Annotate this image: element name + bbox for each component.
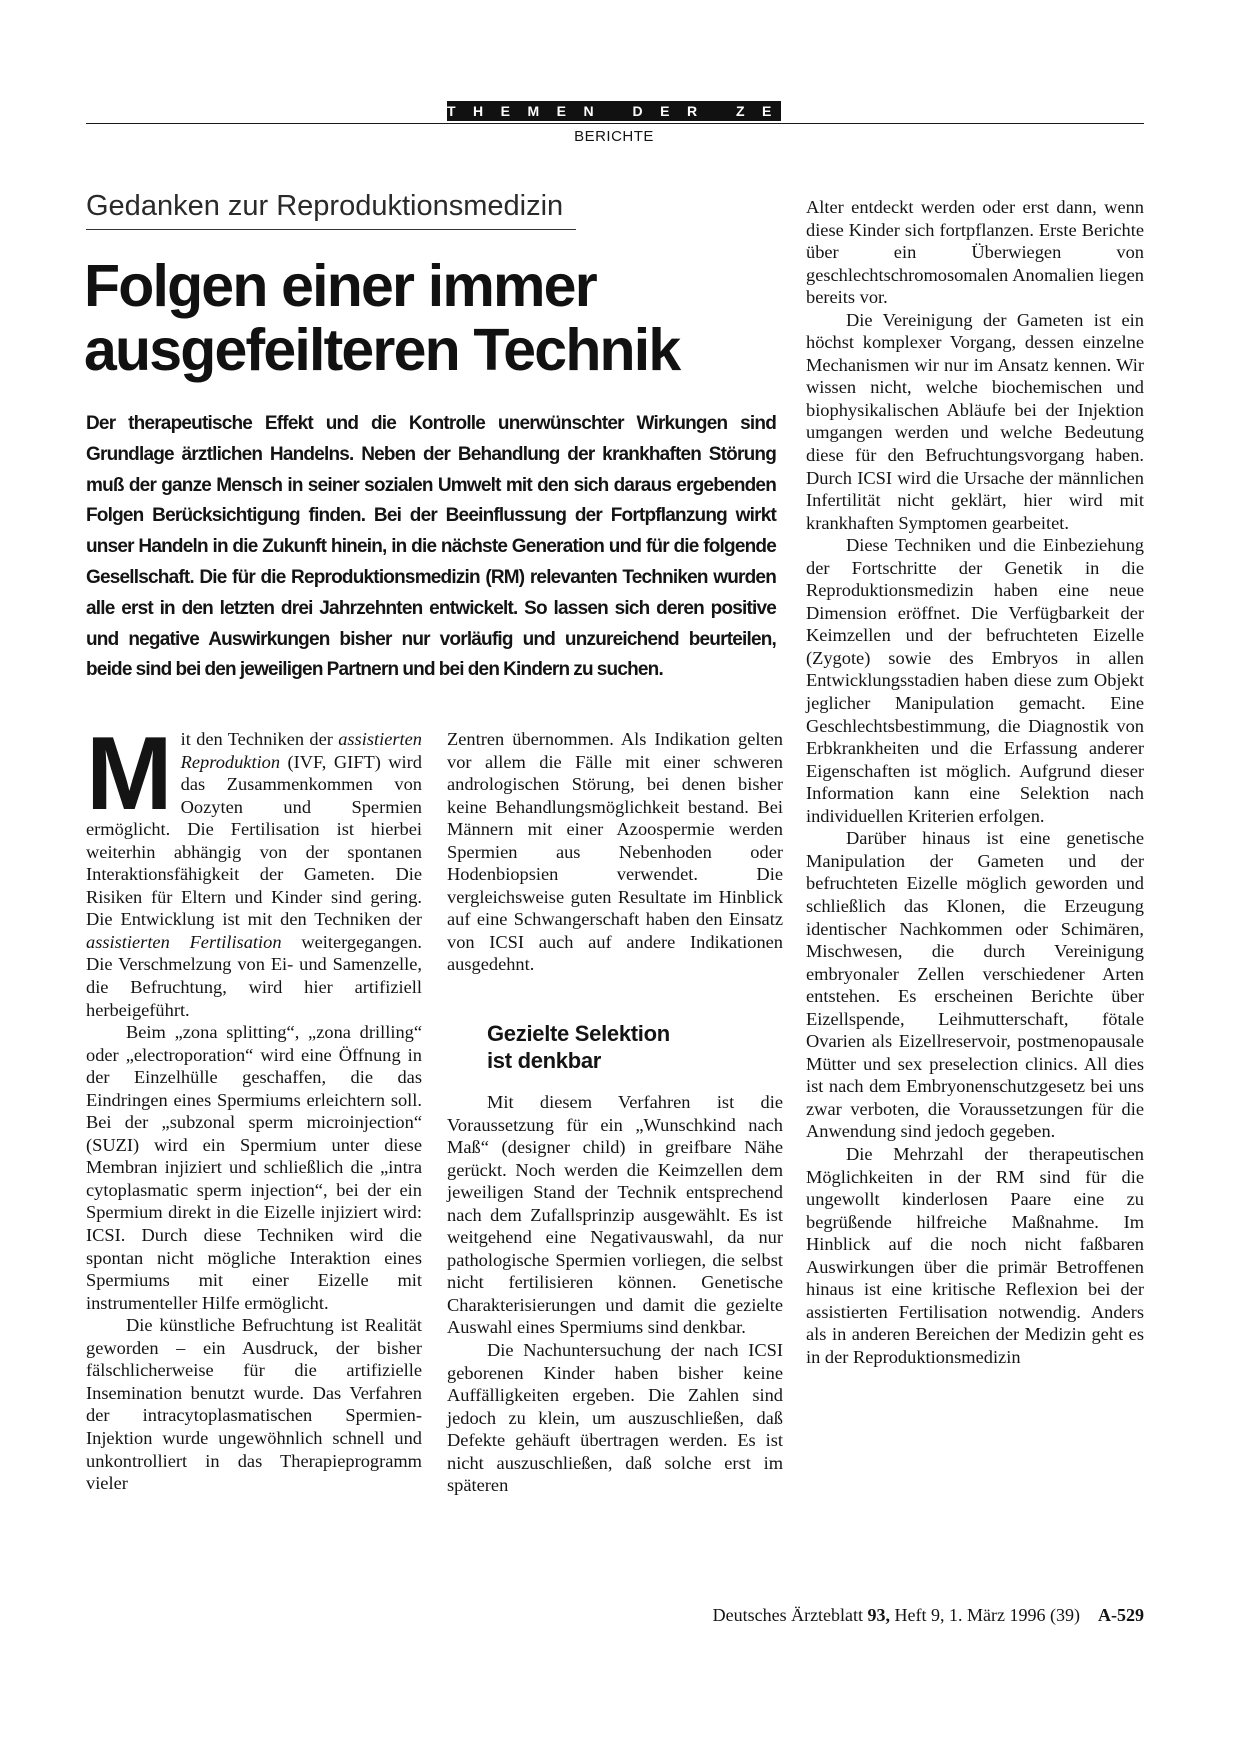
journal-name: Deutsches Ärzteblatt: [712, 1605, 868, 1625]
body-paragraph: Die Mehrzahl der therapeutischen Möglichkeiten in der RM sind für die ungewollt kinderlosen Paare eine zu begrüßende hilfreiche Maßnahme. Im Hinblick auf die noch nicht faßbaren Auswirkungen über die primär Betroffenen hinaus ist eine kritische Reflexion bei der assistierten Fertilisation notwendig. Anders als in anderen Bereichen der Medizin geht es in der Reproduktionsmedizin: [806, 1143, 1144, 1367]
body-paragraph: Mit diesem Verfahren ist die Voraussetzung für ein „Wunschkind nach Maß“ (designer child) in greifbare Nähe gerückt. Noch werden die Keimzellen dem jeweiligen Stand der Technik entsprechend nach dem Zufallsprinzip ausgewählt. Es ist weitgehend eine Negativauswahl, da nur pathologische Spermien vorliegen, die selbst nicht fertilisieren können. Genetische Charakterisierungen und damit die gezielte Auswahl eines Spermiums sind denkbar.: [447, 1092, 783, 1338]
body-column-3: [806, 196, 1144, 1368]
body-paragraph: Die Vereinigung der Gameten ist ein höchst komplexer Vorgang, dessen einzelne Mechanismen wir nur im Ansatz kennen. Wir wissen nicht, welche biochemischen und biophysikalischen Abläufe bei der Injektion umgangen werden und welche Bedeutung diese für den Befruchtungsvorgang haben. Durch ICSI wird die Ursache der männlichen Infertilität nicht geklärt, hier wird mit krankhaften Symptomen gearbeitet.: [806, 309, 1144, 533]
body-paragraph: Die Nachuntersuchung der nach ICSI geborenen Kinder haben bisher keine Auffälligkeiten ergeben. Die Zahlen sind jedoch zu klein, um auszuschließen, daß Defekte gehäuft übertragen werden. Es ist nicht auszuschließen, daß solche erst im späteren: [447, 1340, 783, 1496]
body-column-2: [447, 728, 783, 1497]
text-run: (IVF, GIFT) wird das Zusammenkommen von Oozyten und Spermien ermöglicht. Die Fertilisation ist hierbei weiterhin abhängig von der spontanen Interaktionsfähigkeit der Gameten. Die Risiken für Eltern und Kinder sind gering. Die Entwicklung ist mit den Techniken der: [86, 751, 422, 930]
body-paragraph: Alter entdeckt werden oder erst dann, wenn diese Kinder sich fortpflanzen. Erste Berichte über ein Überwiegen von geschlechtschromosomalen Anomalien liegen bereits vor.: [806, 197, 1144, 308]
body-paragraph: Diese Techniken und die Einbeziehung der Fortschritte der Genetik in die Reproduktionsmedizin haben eine neue Dimension eröffnet. Die Verfügbarkeit der Keimzellen und der befruchteten Eizelle (Zygote) sowie des Embryos in allen Entwicklungsstadien haben diese zum Objekt jeglicher Manipulation gemacht. Eine Geschlechtsbestimmung, die Diagnostik von Erbkrankheiten und die Erfassung anderer Eigenschaften ist möglich. Aufgrund dieser Information kann eine Selektion nach individuellen Kriterien erfolgen.: [806, 535, 1144, 826]
italic-term: assistierten Reproduktion: [180, 729, 422, 772]
subheading-line-2: ist denkbar: [487, 1048, 602, 1074]
article-title-line-1: Folgen einer immer: [84, 253, 596, 319]
body-paragraph: Die künstliche Befruchtung ist Realität geworden – ein Ausdruck, der bisher fälschlicherweise für die artifizielle Insemination benutzt wurde. Das Verfahren der intracytoplasmatischen Spermien-Injektion wurde ungewöhnlich schnell und unkontrolliert in das Therapieprogramm vieler: [86, 1315, 422, 1494]
article-title-line-2: ausgefeilteren Technik: [84, 317, 680, 383]
section-subheading: [487, 1020, 783, 1074]
subsection-label: BERICHTE: [574, 128, 654, 145]
section-tag: THEMEN DER ZEIT: [447, 103, 837, 119]
italic-term: assistierten Fertilisation: [86, 931, 282, 952]
body-paragraph: [86, 716, 422, 1021]
journal-issue: Heft 9, 1. März 1996 (39): [890, 1605, 1080, 1625]
text-run: it den Techniken der: [180, 729, 339, 749]
page-number: A-529: [1098, 1605, 1144, 1625]
journal-volume: 93,: [867, 1605, 891, 1625]
article-kicker: Gedanken zur Reproduktionsmedizin: [86, 190, 576, 230]
page-footer: [640, 1605, 1144, 1626]
subheading-line-1: Gezielte Selektion: [487, 1021, 670, 1047]
body-paragraph: Beim „zona splitting“, „zona drilling“ oder „electroporation“ wird eine Öffnung in der Einzelhülle geschaffen, die das Eindringen eines Spermiums erleichtern soll. Bei der „subzonal sperm microinjection“ (SUZI) wird ein Spermium unter diese Membran injiziert und schließlich die „intra cytoplasmatic sperm injection“, bei der ein Spermium direkt in die Eizelle injiziert wird: ICSI. Durch diese Techniken wird die spontan nicht mögliche Interaktion eines Spermiums mit einer Eizelle mit instrumenteller Hilfe ermöglicht.: [86, 1022, 422, 1313]
body-paragraph: Zentren übernommen. Als Indikation gelten vor allem die Fälle mit einer schweren andrologischen Störung, bei denen bisher keine Behandlungsmöglichkeit bestand. Bei Männern mit einer Azoospermie werden Spermien aus Nebenhoden oder Hodenbiopsien verwendet. Die vergleichsweise guten Resultate im Hinblick auf eine Schwangerschaft haben den Einsatz von ICSI auch auf andere Indikationen ausgedehnt.: [447, 729, 783, 975]
article-lead: Der therapeutische Effekt und die Kontrolle unerwünschter Wirkungen sind Grundlage ärztlichen Handelns. Neben der Behandlung der krankhaften Störung muß der ganze Mensch in seiner sozialen Umwelt mit den sich daraus ergebenden Folgen Berücksichtigung finden. Bei der Beeinflussung der Fortpflanzung wirkt unser Handeln in die Zukunft hinein, in die nächste Generation und für die folgende Gesellschaft. Die für die Reproduktionsmedizin (RM) relevanten Techniken wurden alle erst in den letzten drei Jahrzehnten entwickelt. So lassen sich deren positive und negative Auswirkungen bisher nur vorläufig und unzureichend beurteilen, beide sind bei den jeweiligen Partnern und bei den Kindern zu suchen.: [86, 413, 776, 681]
article-title: [84, 254, 744, 382]
drop-cap: M: [86, 716, 173, 832]
body-paragraph: Darüber hinaus ist eine genetische Manipulation der Gameten und der befruchteten Eizelle möglich geworden und schließlich das Klonen, die Erzeugung identischer Nachkommen oder Schimären, Mischwesen, die durch Vereinigung embryonaler Zellen verschiedener Arten entstehen. Es erscheinen Berichte über Eizellspende, Leihmutterschaft, fötale Ovarien als Eizellreservoir, postmenopausale Mütter und sex preselection clinics. All dies ist nach dem Embryonenschutzgesetz bei uns zwar verboten, die Voraussetzungen für die Anwendung sind jedoch gegeben.: [806, 828, 1144, 1142]
text-run: weitergegangen. Die Verschmelzung von Ei- und Samenzelle, die Befruchtung, wird hier artifiziell herbeigeführt.: [86, 931, 422, 1020]
body-column-1: [86, 716, 422, 1495]
header-rule: [86, 123, 1144, 124]
